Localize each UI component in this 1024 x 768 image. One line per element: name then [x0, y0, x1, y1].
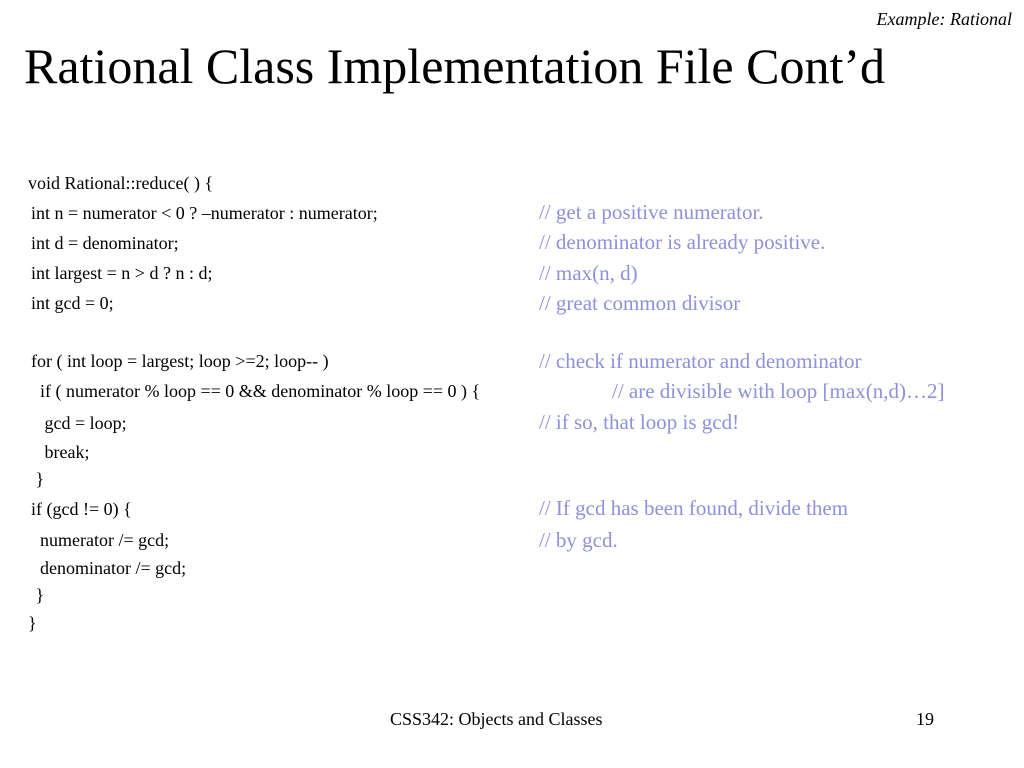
code-comment: // by gcd.	[539, 528, 618, 552]
slide-number: 19	[916, 709, 934, 729]
code-comment: // max(n, d)	[539, 261, 638, 285]
code-line: for ( int loop = largest; loop >=2; loop-- )	[22, 351, 329, 371]
topic-label: Example: Rational	[876, 9, 1012, 29]
code-comment: // great common divisor	[539, 291, 741, 315]
code-line: if ( numerator % loop == 0 && denominator % loop == 0 ) {	[22, 381, 481, 401]
code-comment: // are divisible with loop [max(n,d)…2]	[612, 379, 945, 403]
code-line: numerator /= gcd;	[22, 530, 170, 550]
code-line: }	[22, 469, 45, 489]
slide-title: Rational Class Implementation File Cont’d	[24, 38, 886, 94]
code-comment: // if so, that loop is gcd!	[539, 410, 740, 434]
code-comment: // check if numerator and denominator	[539, 349, 862, 373]
code-comment: // If gcd has been found, divide them	[539, 496, 849, 520]
code-comment: // denominator is already positive.	[539, 230, 826, 254]
code-line: int largest = n > d ? n : d;	[22, 263, 213, 283]
code-line: int d = denominator;	[22, 233, 179, 253]
code-line: int n = numerator < 0 ? –numerator : numerator;	[22, 203, 378, 223]
code-line: break;	[22, 442, 90, 462]
code-line: int gcd = 0;	[22, 293, 114, 313]
footer-course-title: CSS342: Objects and Classes	[390, 709, 603, 729]
code-line: }	[22, 585, 45, 605]
code-comment: // get a positive numerator.	[539, 200, 764, 224]
code-line: denominator /= gcd;	[22, 558, 187, 578]
code-line: if (gcd != 0) {	[22, 499, 132, 519]
code-line: gcd = loop;	[22, 413, 127, 433]
code-line: void Rational::reduce( ) {	[28, 173, 214, 193]
code-line: }	[28, 613, 37, 633]
